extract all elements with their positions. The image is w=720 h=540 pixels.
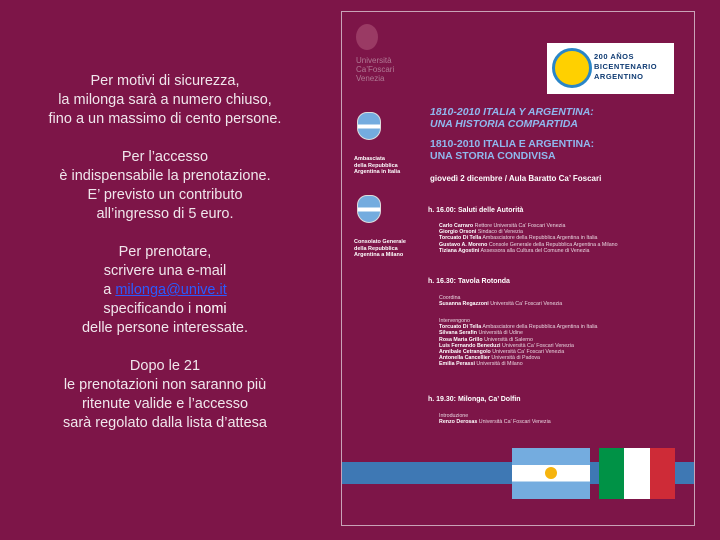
info-text: [20, 72, 310, 452]
logo-line: 200 AÑOS: [594, 52, 634, 61]
embassy-label: Ambasciata della Repubblica Argentina in Italia: [354, 156, 401, 175]
university-crest-icon: [356, 24, 378, 50]
text-line: delle persone interessate.: [81, 320, 249, 336]
text-line: è indispensabile la prenotazione.: [59, 168, 271, 184]
italy-flag-icon: [599, 448, 675, 499]
security-paragraph: [20, 72, 310, 129]
list-item: Gustavo A. Moreno Console Generale della Repubblica Argentina a Milano: [439, 241, 618, 248]
list-item: Torcuato Di Tella Ambasciatore della Repubblica Argentina in Italia: [439, 324, 598, 331]
consulate-label: Consolato Generale della Repubblica Argentina a Milano: [354, 239, 406, 258]
text-line: specificando i: [103, 301, 196, 317]
list-item: Annibale Cetrangolo Università Ca’ Foscari Venezia: [439, 349, 565, 356]
nomi-word: nomi: [195, 301, 227, 317]
event-date: giovedì 2 dicembre / Aula Baratto Ca’ Foscari: [430, 174, 602, 183]
list-item: Luis Fernando Beneduzi Università Ca’ Foscari Venezia: [439, 342, 574, 349]
text-line: Per motivi di sicurezza,: [90, 73, 240, 89]
text-line: E’ previsto un contributo: [87, 187, 243, 203]
text-line: all’ingresso di 5 euro.: [96, 206, 234, 222]
logo-line: Università: [356, 56, 392, 65]
logo-line: ARGENTINO: [594, 72, 644, 81]
text-line: ritenute valide e l’accesso: [81, 396, 249, 412]
speakers-list: [439, 318, 598, 368]
list-item: Renzo Derosas Università Ca’ Foscari Venezia: [439, 419, 551, 426]
text-line: la milonga sarà a numero chiuso,: [58, 92, 272, 108]
coordinator: [439, 295, 562, 307]
text-line: sarà regolato dalla lista d’attesa: [63, 415, 267, 431]
list-item: Carlo Carraro Rettore Università Ca’ Foscari Venezia: [439, 223, 566, 229]
email-link[interactable]: milonga@unive.it: [115, 282, 227, 298]
text-line: Per l’accesso: [121, 149, 209, 165]
text-line: Per prenotare,: [118, 244, 212, 260]
title-italian: 1810-2010 ITALIA E ARGENTINA: UNA STORIA CONDIVISA: [430, 138, 595, 162]
list-item: Torcuato Di Tella Ambasciatore della Repubblica Argentina in Italia: [439, 235, 598, 242]
text-line: fino a un massimo di cento persone.: [48, 111, 282, 127]
sun-icon: [552, 48, 592, 88]
waitlist-paragraph: [20, 357, 310, 433]
argentina-flag-icon: [512, 448, 590, 499]
text-line: le prenotazioni non saranno più: [63, 377, 267, 393]
text-line: scrivere una e-mail: [103, 263, 227, 279]
section-greetings: h. 16.00: Saluti delle Autorità: [428, 207, 524, 214]
title-spanish: 1810-2010 ITALIA Y ARGENTINA: UNA HISTORIA COMPARTIDA: [430, 106, 594, 130]
university-logo: [356, 24, 394, 83]
list-item: Antonella Cancellier Università di Padova: [439, 355, 541, 362]
introduction: [439, 413, 551, 425]
argentina-crest-icon: [357, 112, 381, 140]
section-roundtable: h. 16.30: Tavola Rotonda: [428, 278, 510, 285]
label: Coordina: [439, 295, 461, 301]
greetings-list: [439, 223, 618, 254]
bicentenario-logo: [547, 43, 674, 94]
label: Intervengono: [439, 318, 470, 324]
list-item: Silvana Serafin Università di Udine: [439, 330, 523, 337]
text-line: Dopo le 21: [129, 358, 201, 374]
list-item: Susanna Regazzoni Università Ca’ Foscari Venezia: [439, 301, 563, 308]
sun-of-may-icon: [545, 467, 557, 479]
list-item: Tiziana Agostini Assessora alla Cultura del Comune di Venezia: [439, 247, 590, 254]
label: Introduzione: [439, 413, 469, 419]
access-paragraph: [20, 148, 310, 224]
argentina-crest-icon: [357, 195, 381, 223]
logo-line: Venezia: [356, 74, 385, 83]
logo-line: BICENTENARIO: [594, 62, 658, 71]
event-flyer: [341, 11, 695, 526]
list-item: Emilia Perassi Università di Milano: [439, 361, 523, 368]
section-milonga: h. 19.30: Milonga, Ca’ Dolfin: [428, 396, 521, 403]
text-line: a: [103, 282, 116, 298]
logo-line: Ca’Foscari: [356, 65, 395, 74]
list-item: Rosa Maria Grillo Università di Salerno: [439, 336, 533, 343]
list-item: Giorgio Orsoni Sindaco di Venezia: [439, 229, 523, 236]
booking-paragraph: [20, 243, 310, 338]
